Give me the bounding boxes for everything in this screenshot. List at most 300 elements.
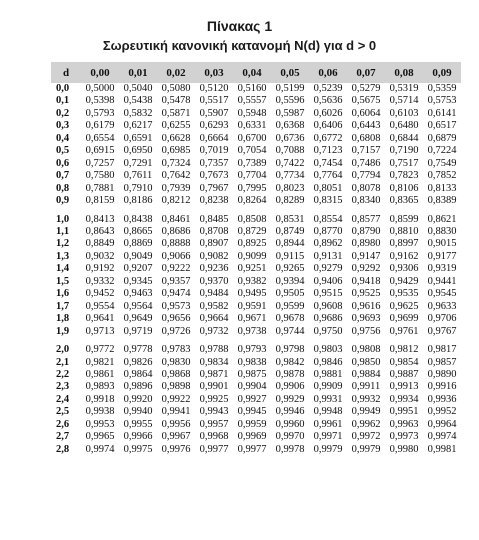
table-cell: 0,9207 xyxy=(123,263,153,275)
table-cell: 0,9713 xyxy=(85,325,115,337)
table-cell: 0,9699 xyxy=(389,313,419,325)
table-row xyxy=(51,313,461,325)
row-label-d: 1,1 xyxy=(56,225,70,237)
table-cell: 0,7422 xyxy=(275,157,305,169)
table-cell: 0,7486 xyxy=(351,157,381,169)
table-cell: 0,6591 xyxy=(123,132,153,144)
table-cell: 0,9966 xyxy=(123,431,153,443)
table-cell: 0,9649 xyxy=(123,313,153,325)
table-cell: 0,5832 xyxy=(123,107,153,119)
table-cell: 0,9625 xyxy=(389,300,419,312)
table-cell: 0,5239 xyxy=(313,83,343,94)
table-cell: 0,9975 xyxy=(123,443,153,455)
table-cell: 0,9913 xyxy=(389,381,419,393)
table-cell: 0,9452 xyxy=(85,288,115,300)
table-cell: 0,8485 xyxy=(199,213,229,225)
table-cell: 0,7019 xyxy=(199,145,229,157)
table-row xyxy=(51,263,461,275)
table-cell: 0,6368 xyxy=(275,120,305,132)
table-cell: 0,9177 xyxy=(427,250,457,262)
table-cell: 0,9406 xyxy=(313,275,343,287)
table-cell: 0,9808 xyxy=(351,344,381,356)
table-cell: 0,7224 xyxy=(427,145,457,157)
table-cell: 0,9941 xyxy=(161,406,191,418)
table-cell: 0,9961 xyxy=(313,418,343,430)
table-cell: 0,7054 xyxy=(237,145,267,157)
table-cell: 0,9875 xyxy=(237,368,267,380)
table-cell: 0,9812 xyxy=(389,344,419,356)
row-label-d: 1,3 xyxy=(56,250,70,262)
table-cell: 0,8849 xyxy=(85,238,115,250)
row-label-d: 2,7 xyxy=(56,431,70,443)
table-cell: 0,9474 xyxy=(161,288,191,300)
table-cell: 0,9953 xyxy=(85,418,115,430)
row-label-d: 1,2 xyxy=(56,238,70,250)
table-cell: 0,7324 xyxy=(161,157,191,169)
table-row xyxy=(51,326,461,338)
table-cell: 0,7157 xyxy=(351,145,381,157)
table-cell: 0,9978 xyxy=(275,443,305,455)
row-label-d: 2,8 xyxy=(56,443,70,455)
table-cell: 0,9306 xyxy=(389,263,419,275)
table-cell: 0,9940 xyxy=(123,406,153,418)
table-cell: 0,9719 xyxy=(123,325,153,337)
table-row xyxy=(51,369,461,381)
table-cell: 0,8051 xyxy=(313,182,343,194)
table-cell: 0,6517 xyxy=(427,120,457,132)
table-cell: 0,6443 xyxy=(351,120,381,132)
table-cell: 0,9932 xyxy=(351,393,381,405)
column-header: 0,02 xyxy=(166,66,186,79)
row-label-d: 1,6 xyxy=(56,288,70,300)
table-cell: 0,9976 xyxy=(161,443,191,455)
table-cell: 0,9357 xyxy=(161,275,191,287)
table-cell: 0,8643 xyxy=(85,225,115,237)
table-cell: 0,6879 xyxy=(427,132,457,144)
table-cell: 0,8106 xyxy=(389,182,419,194)
table-cell: 0,9967 xyxy=(161,431,191,443)
table-cell: 0,7611 xyxy=(123,170,153,182)
table-cell: 0,9641 xyxy=(85,313,115,325)
row-label-d: 1,5 xyxy=(56,275,70,287)
table-subtitle: Σωρευτική κανονική κατανομή N(d) για d > 0 xyxy=(102,38,377,53)
table-cell: 0,6808 xyxy=(351,132,381,144)
table-cell: 0,9945 xyxy=(237,406,267,418)
table-cell: 0,9236 xyxy=(199,263,229,275)
table-cell: 0,8997 xyxy=(389,238,419,250)
normal-distribution-table xyxy=(51,62,461,456)
table-cell: 0,5120 xyxy=(199,83,229,94)
table-cell: 0,9979 xyxy=(351,443,381,455)
table-cell: 0,9887 xyxy=(389,368,419,380)
table-cell: 0,9979 xyxy=(313,443,343,455)
table-cell: 0,9441 xyxy=(427,275,457,287)
table-cell: 0,8729 xyxy=(237,225,267,237)
table-cell: 0,9925 xyxy=(199,393,229,405)
row-label-d: 0,5 xyxy=(56,145,70,157)
header-row xyxy=(51,62,461,83)
table-cell: 0,9965 xyxy=(85,431,115,443)
table-row xyxy=(51,444,461,456)
table-cell: 0,6331 xyxy=(237,120,267,132)
table-cell: 0,9394 xyxy=(275,275,305,287)
row-label-d: 2,0 xyxy=(56,344,70,356)
table-cell: 0,6293 xyxy=(199,120,229,132)
table-cell: 0,8554 xyxy=(313,213,343,225)
table-cell: 0,9890 xyxy=(427,368,457,380)
table-cell: 0,5714 xyxy=(389,95,419,107)
table-cell: 0,9929 xyxy=(275,393,305,405)
table-cell: 0,9878 xyxy=(275,368,305,380)
table-cell: 0,9904 xyxy=(237,381,267,393)
table-cell: 0,9066 xyxy=(161,250,191,262)
table-cell: 0,8980 xyxy=(351,238,381,250)
table-cell: 0,5478 xyxy=(161,95,191,107)
table-cell: 0,9955 xyxy=(123,418,153,430)
table-cell: 0,9761 xyxy=(389,325,419,337)
table-cell: 0,9922 xyxy=(161,393,191,405)
table-cell: 0,8790 xyxy=(351,225,381,237)
table-cell: 0,9573 xyxy=(161,300,191,312)
table-cell: 0,6026 xyxy=(313,107,343,119)
row-label-d: 2,6 xyxy=(56,418,70,430)
table-cell: 0,5359 xyxy=(427,83,457,94)
table-cell: 0,9981 xyxy=(427,443,457,455)
table-cell: 0,8315 xyxy=(313,195,343,207)
table-cell: 0,7734 xyxy=(275,170,305,182)
table-row xyxy=(51,288,461,300)
table-cell: 0,9909 xyxy=(313,381,343,393)
table-cell: 0,9616 xyxy=(351,300,381,312)
table-cell: 0,9861 xyxy=(85,368,115,380)
table-cell: 0,9972 xyxy=(351,431,381,443)
table-row xyxy=(51,158,461,170)
table-row xyxy=(51,406,461,418)
table-cell: 0,6664 xyxy=(199,132,229,144)
table-cell: 0,9974 xyxy=(427,431,457,443)
table-cell: 0,9968 xyxy=(199,431,229,443)
table-cell: 0,8389 xyxy=(427,195,457,207)
table-cell: 0,6985 xyxy=(161,145,191,157)
table-cell: 0,7517 xyxy=(389,157,419,169)
table-cell: 0,9893 xyxy=(85,381,115,393)
table-cell: 0,9564 xyxy=(123,300,153,312)
table-cell: 0,7088 xyxy=(275,145,305,157)
table-cell: 0,9901 xyxy=(199,381,229,393)
row-label-d: 2,3 xyxy=(56,381,70,393)
table-cell: 0,5753 xyxy=(427,95,457,107)
table-cell: 0,9949 xyxy=(351,406,381,418)
table-row xyxy=(51,145,461,157)
table-cell: 0,8621 xyxy=(427,213,457,225)
table-row xyxy=(51,276,461,288)
row-label-d: 0,6 xyxy=(56,157,70,169)
table-cell: 0,9292 xyxy=(351,263,381,275)
table-cell: 0,9850 xyxy=(351,356,381,368)
table-row xyxy=(51,95,461,107)
table-cell: 0,9946 xyxy=(275,406,305,418)
table-cell: 0,8133 xyxy=(427,182,457,194)
table-cell: 0,9916 xyxy=(427,381,457,393)
table-cell: 0,8023 xyxy=(275,182,305,194)
table-cell: 0,8531 xyxy=(275,213,305,225)
row-label-d: 2,2 xyxy=(56,368,70,380)
table-cell: 0,9896 xyxy=(123,381,153,393)
table-cell: 0,8365 xyxy=(389,195,419,207)
table-cell: 0,6915 xyxy=(85,145,115,157)
table-cell: 0,9484 xyxy=(199,288,229,300)
table-cell: 0,9842 xyxy=(275,356,305,368)
table-cell: 0,7881 xyxy=(85,182,115,194)
table-cell: 0,5871 xyxy=(161,107,191,119)
table-cell: 0,7673 xyxy=(199,170,229,182)
row-label-d: 1,9 xyxy=(56,325,70,337)
table-cell: 0,5675 xyxy=(351,95,381,107)
table-cell: 0,9934 xyxy=(389,393,419,405)
table-cell: 0,5987 xyxy=(275,107,305,119)
table-cell: 0,9959 xyxy=(237,418,267,430)
row-label-d: 2,4 xyxy=(56,393,70,405)
table-cell: 0,9633 xyxy=(427,300,457,312)
table-cell: 0,9962 xyxy=(351,418,381,430)
table-row xyxy=(51,120,461,132)
table-cell: 0,8907 xyxy=(199,238,229,250)
table-cell: 0,9370 xyxy=(199,275,229,287)
table-cell: 0,7389 xyxy=(237,157,267,169)
table-cell: 0,9957 xyxy=(199,418,229,430)
column-header: 0,01 xyxy=(128,66,148,79)
table-cell: 0,8810 xyxy=(389,225,419,237)
table-cell: 0,7704 xyxy=(237,170,267,182)
table-cell: 0,8962 xyxy=(313,238,343,250)
row-label-d: 0,4 xyxy=(56,132,70,144)
table-cell: 0,7549 xyxy=(427,157,457,169)
table-body xyxy=(51,83,461,456)
table-row xyxy=(51,238,461,250)
row-label-d: 1,8 xyxy=(56,313,70,325)
table-cell: 0,9970 xyxy=(275,431,305,443)
table-cell: 0,5000 xyxy=(85,83,115,94)
table-row xyxy=(51,183,461,195)
row-label-d: 1,7 xyxy=(56,300,70,312)
table-cell: 0,6179 xyxy=(85,120,115,132)
table-cell: 0,9857 xyxy=(427,356,457,368)
table-cell: 0,9726 xyxy=(161,325,191,337)
table-cell: 0,9608 xyxy=(313,300,343,312)
table-cell: 0,9750 xyxy=(313,325,343,337)
table-cell: 0,9082 xyxy=(199,250,229,262)
table-cell: 0,5907 xyxy=(199,107,229,119)
table-cell: 0,9332 xyxy=(85,275,115,287)
column-header: 0,03 xyxy=(204,66,224,79)
row-label-d: 0,9 xyxy=(56,195,70,207)
table-cell: 0,7967 xyxy=(199,182,229,194)
table-cell: 0,9251 xyxy=(237,263,267,275)
table-cell: 0,8577 xyxy=(351,213,381,225)
table-cell: 0,5199 xyxy=(275,83,305,94)
table-cell: 0,5080 xyxy=(161,83,191,94)
table-row xyxy=(51,195,461,207)
table-cell: 0,9429 xyxy=(389,275,419,287)
column-header: 0,09 xyxy=(432,66,452,79)
table-cell: 0,9505 xyxy=(275,288,305,300)
table-cell: 0,5517 xyxy=(199,95,229,107)
table-row xyxy=(51,344,461,356)
table-cell: 0,9973 xyxy=(389,431,419,443)
table-cell: 0,9738 xyxy=(237,325,267,337)
table-cell: 0,9960 xyxy=(275,418,305,430)
table-cell: 0,9838 xyxy=(237,356,267,368)
table-cell: 0,9554 xyxy=(85,300,115,312)
table-row xyxy=(51,357,461,369)
table-cell: 0,9938 xyxy=(85,406,115,418)
table-cell: 0,6772 xyxy=(313,132,343,144)
table-cell: 0,9664 xyxy=(199,313,229,325)
table-cell: 0,9162 xyxy=(389,250,419,262)
table-cell: 0,9963 xyxy=(389,418,419,430)
row-label-d: 0,7 xyxy=(56,170,70,182)
row-label-d: 0,0 xyxy=(56,83,70,94)
table-cell: 0,9846 xyxy=(313,356,343,368)
table-cell: 0,9265 xyxy=(275,263,305,275)
table-cell: 0,9854 xyxy=(389,356,419,368)
row-label-d: 1,4 xyxy=(56,263,70,275)
table-cell: 0,9964 xyxy=(427,418,457,430)
table-cell: 0,9821 xyxy=(85,356,115,368)
row-label-d: 2,1 xyxy=(56,356,70,368)
table-cell: 0,9956 xyxy=(161,418,191,430)
table-cell: 0,6217 xyxy=(123,120,153,132)
row-label-d: 1,0 xyxy=(56,213,70,225)
table-cell: 0,9788 xyxy=(199,344,229,356)
table-cell: 0,8830 xyxy=(427,225,457,237)
table-row xyxy=(51,419,461,431)
table-cell: 0,9826 xyxy=(123,356,153,368)
table-cell: 0,9345 xyxy=(123,275,153,287)
table-cell: 0,6844 xyxy=(389,132,419,144)
table-cell: 0,9463 xyxy=(123,288,153,300)
table-cell: 0,9911 xyxy=(351,381,381,393)
table-cell: 0,7764 xyxy=(313,170,343,182)
table-cell: 0,9767 xyxy=(427,325,457,337)
table-cell: 0,9977 xyxy=(199,443,229,455)
table-cell: 0,9969 xyxy=(237,431,267,443)
table-cell: 0,6554 xyxy=(85,132,115,144)
table-row xyxy=(51,214,461,226)
table-cell: 0,9951 xyxy=(389,406,419,418)
table-cell: 0,8413 xyxy=(85,213,115,225)
table-cell: 0,8340 xyxy=(351,195,381,207)
table-cell: 0,9952 xyxy=(427,406,457,418)
row-label-d: 0,3 xyxy=(56,120,70,132)
table-cell: 0,7939 xyxy=(161,182,191,194)
table-cell: 0,7995 xyxy=(237,182,267,194)
table-cell: 0,9977 xyxy=(237,443,267,455)
table-cell: 0,8461 xyxy=(161,213,191,225)
table-cell: 0,9798 xyxy=(275,344,305,356)
table-cell: 0,7123 xyxy=(313,145,343,157)
table-cell: 0,7852 xyxy=(427,170,457,182)
table-cell: 0,6255 xyxy=(161,120,191,132)
table-cell: 0,8238 xyxy=(199,195,229,207)
table-cell: 0,9772 xyxy=(85,344,115,356)
table-cell: 0,9015 xyxy=(427,238,457,250)
table-cell: 0,9599 xyxy=(275,300,305,312)
table-cell: 0,8264 xyxy=(237,195,267,207)
table-cell: 0,8159 xyxy=(85,195,115,207)
row-label-d: 0,2 xyxy=(56,107,70,119)
table-cell: 0,8438 xyxy=(123,213,153,225)
table-cell: 0,9817 xyxy=(427,344,457,356)
table-cell: 0,9948 xyxy=(313,406,343,418)
table-cell: 0,9495 xyxy=(237,288,267,300)
table-cell: 0,5040 xyxy=(123,83,153,94)
column-header: 0,08 xyxy=(394,66,414,79)
table-cell: 0,7257 xyxy=(85,157,115,169)
table-cell: 0,8508 xyxy=(237,213,267,225)
column-header: 0,06 xyxy=(318,66,338,79)
table-cell: 0,8686 xyxy=(161,225,191,237)
table-cell: 0,7357 xyxy=(199,157,229,169)
table-cell: 0,6480 xyxy=(389,120,419,132)
table-cell: 0,9936 xyxy=(427,393,457,405)
table-row xyxy=(51,394,461,406)
table-cell: 0,9686 xyxy=(313,313,343,325)
table-cell: 0,9783 xyxy=(161,344,191,356)
table-cell: 0,8749 xyxy=(275,225,305,237)
table-cell: 0,9099 xyxy=(237,250,267,262)
table-cell: 0,9868 xyxy=(161,368,191,380)
table-cell: 0,8869 xyxy=(123,238,153,250)
table-row xyxy=(51,431,461,443)
table-cell: 0,9049 xyxy=(123,250,153,262)
table-cell: 0,9382 xyxy=(237,275,267,287)
table-cell: 0,7454 xyxy=(313,157,343,169)
table-cell: 0,9525 xyxy=(351,288,381,300)
table-cell: 0,9545 xyxy=(427,288,457,300)
table-cell: 0,5596 xyxy=(275,95,305,107)
table-cell: 0,7580 xyxy=(85,170,115,182)
table-cell: 0,6406 xyxy=(313,120,343,132)
table-cell: 0,9656 xyxy=(161,313,191,325)
table-cell: 0,9535 xyxy=(389,288,419,300)
table-cell: 0,6628 xyxy=(161,132,191,144)
table-cell: 0,9864 xyxy=(123,368,153,380)
table-cell: 0,8770 xyxy=(313,225,343,237)
row-label-d: 0,1 xyxy=(56,95,70,107)
table-cell: 0,9971 xyxy=(313,431,343,443)
table-cell: 0,9706 xyxy=(427,313,457,325)
column-header: 0,04 xyxy=(242,66,262,79)
table-cell: 0,9147 xyxy=(351,250,381,262)
table-cell: 0,5160 xyxy=(237,83,267,94)
table-cell: 0,6103 xyxy=(389,107,419,119)
table-cell: 0,9834 xyxy=(199,356,229,368)
table-cell: 0,6736 xyxy=(275,132,305,144)
table-cell: 0,6700 xyxy=(237,132,267,144)
column-header: 0,05 xyxy=(280,66,300,79)
table-cell: 0,7794 xyxy=(351,170,381,182)
table-cell: 0,9974 xyxy=(85,443,115,455)
table-cell: 0,9115 xyxy=(275,250,305,262)
table-cell: 0,9744 xyxy=(275,325,305,337)
table-cell: 0,9591 xyxy=(237,300,267,312)
table-cell: 0,5793 xyxy=(85,107,115,119)
table-row xyxy=(51,301,461,313)
table-cell: 0,7190 xyxy=(389,145,419,157)
table-cell: 0,9980 xyxy=(389,443,419,455)
table-cell: 0,8944 xyxy=(275,238,305,250)
